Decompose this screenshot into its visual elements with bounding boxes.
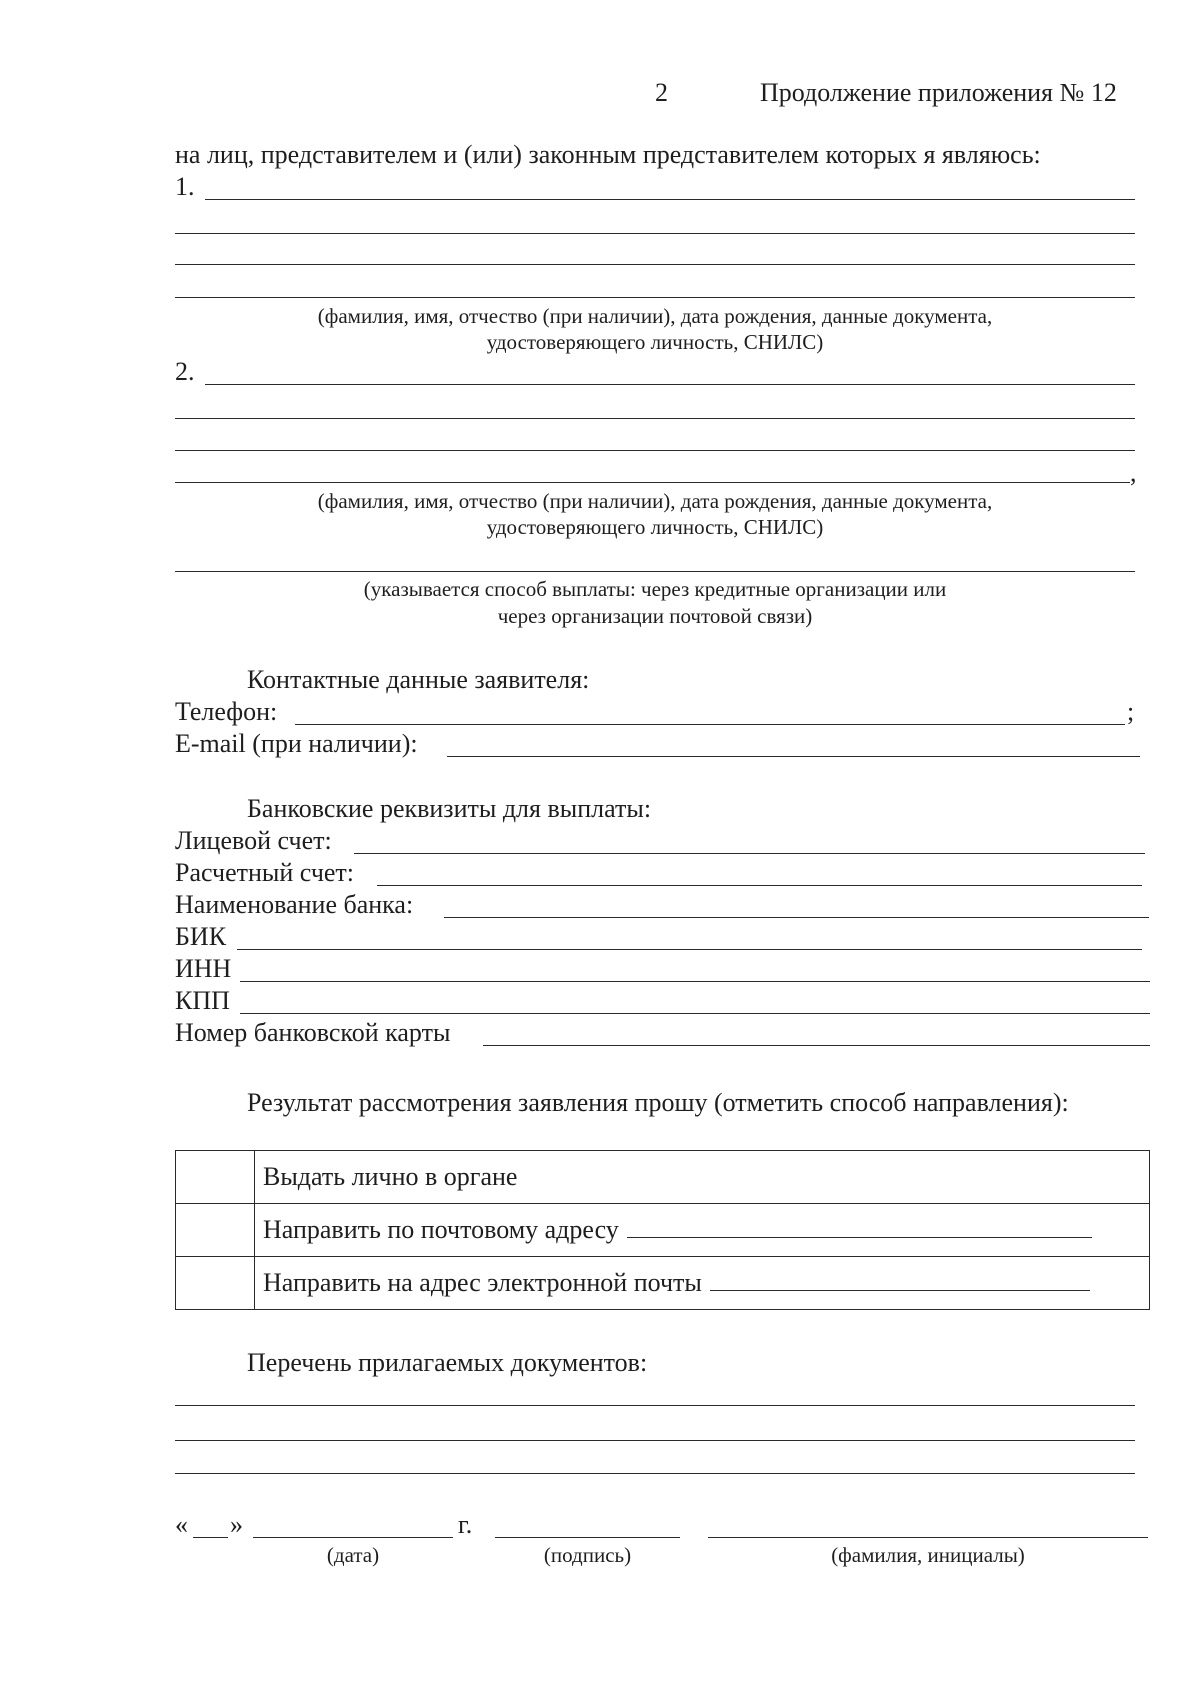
name-initials-caption: (фамилия, инициалы)	[831, 1543, 1025, 1567]
phone-trailing: ;	[1127, 697, 1135, 726]
delivery-option-label-3: Направить на адрес электронной почты	[263, 1268, 702, 1297]
result-heading: Результат рассмотрения заявления прошу (отметить способ направления):	[247, 1088, 1069, 1117]
date-year-suffix: г.	[458, 1510, 473, 1539]
contacts-heading: Контактные данные заявителя:	[247, 665, 590, 694]
person-2-line-2[interactable]	[175, 418, 1135, 419]
phone-label: Телефон:	[175, 697, 278, 726]
delivery-option-cell-2	[255, 1204, 1150, 1257]
personal-account-field[interactable]	[354, 853, 1145, 854]
delivery-option-label-1: Выдать лично в органе	[263, 1162, 518, 1191]
date-month-field[interactable]	[253, 1537, 453, 1538]
delivery-option-checkbox-3[interactable]	[176, 1257, 255, 1310]
email-address-field[interactable]	[710, 1268, 1090, 1291]
person-1-line-4[interactable]	[175, 297, 1135, 298]
bank-heading: Банковские реквизиты для выплаты:	[247, 794, 652, 823]
delivery-option-row	[176, 1151, 1150, 1204]
person-2-trailing-comma: ,	[1130, 458, 1137, 487]
settlement-account-field[interactable]	[377, 885, 1142, 886]
inn-label: ИНН	[175, 954, 232, 983]
delivery-option-checkbox-1[interactable]	[176, 1151, 255, 1204]
signature-field[interactable]	[495, 1537, 680, 1538]
delivery-options-table	[175, 1150, 1150, 1310]
delivery-option-row	[176, 1204, 1150, 1257]
person-2-line-3[interactable]	[175, 450, 1135, 451]
person-2-hint-1: (фамилия, имя, отчество (при наличии), дата рождения, данные документа,	[317, 489, 993, 513]
payment-method-line[interactable]	[175, 571, 1135, 572]
name-initials-field[interactable]	[708, 1537, 1148, 1538]
postal-address-field[interactable]	[627, 1215, 1092, 1238]
person-2-line-4[interactable]	[175, 482, 1130, 483]
person-1-hint-2: удостоверяющего личность, СНИЛС)	[486, 330, 824, 354]
payment-hint-1: (указывается способ выплаты: через кредитные организации или	[363, 577, 947, 601]
date-quote-close: »	[230, 1510, 243, 1539]
date-day-field[interactable]	[193, 1537, 228, 1538]
kpp-label: КПП	[175, 986, 230, 1015]
appendix-continuation: Продолжение приложения № 12	[760, 78, 1117, 107]
person-1-line-1[interactable]	[205, 199, 1135, 200]
attachments-line-2[interactable]	[175, 1440, 1135, 1441]
attachments-line-1[interactable]	[175, 1405, 1135, 1406]
email-label: E-mail (при наличии):	[175, 729, 418, 758]
person-1-line-3[interactable]	[175, 264, 1135, 265]
signature-caption: (подпись)	[543, 1543, 632, 1567]
card-number-field[interactable]	[483, 1045, 1150, 1046]
page-number: 2	[655, 78, 668, 107]
person-1-line-2[interactable]	[175, 233, 1135, 234]
date-caption: (дата)	[326, 1543, 380, 1567]
delivery-option-cell-3	[255, 1257, 1150, 1310]
person-2-number: 2.	[175, 357, 195, 386]
attachments-line-3[interactable]	[175, 1473, 1135, 1474]
delivery-option-checkbox-2[interactable]	[176, 1204, 255, 1257]
delivery-option-row	[176, 1257, 1150, 1310]
card-number-label: Номер банковской карты	[175, 1018, 451, 1047]
attachments-heading: Перечень прилагаемых документов:	[247, 1348, 648, 1377]
delivery-option-cell-1	[255, 1151, 1150, 1204]
date-quote-open: «	[175, 1510, 188, 1539]
bank-name-label: Наименование банка:	[175, 890, 414, 919]
personal-account-label: Лицевой счет:	[175, 826, 332, 855]
person-2-line-1[interactable]	[205, 384, 1135, 385]
bik-label: БИК	[175, 922, 227, 951]
bik-field[interactable]	[237, 949, 1142, 950]
kpp-field[interactable]	[240, 1013, 1150, 1014]
person-2-hint-2: удостоверяющего личность, СНИЛС)	[486, 515, 824, 539]
person-1-hint-1: (фамилия, имя, отчество (при наличии), дата рождения, данные документа,	[317, 304, 993, 328]
phone-field[interactable]	[295, 724, 1125, 725]
settlement-account-label: Расчетный счет:	[175, 858, 355, 887]
email-field[interactable]	[447, 756, 1140, 757]
inn-field[interactable]	[240, 981, 1150, 982]
intro-text: на лиц, представителем и (или) законным представителем которых я являюсь:	[175, 140, 1041, 169]
bank-name-field[interactable]	[444, 917, 1149, 918]
person-1-number: 1.	[175, 172, 195, 201]
payment-hint-2: через организации почтовой связи)	[497, 604, 813, 628]
delivery-option-label-2: Направить по почтовому адресу	[263, 1215, 619, 1244]
